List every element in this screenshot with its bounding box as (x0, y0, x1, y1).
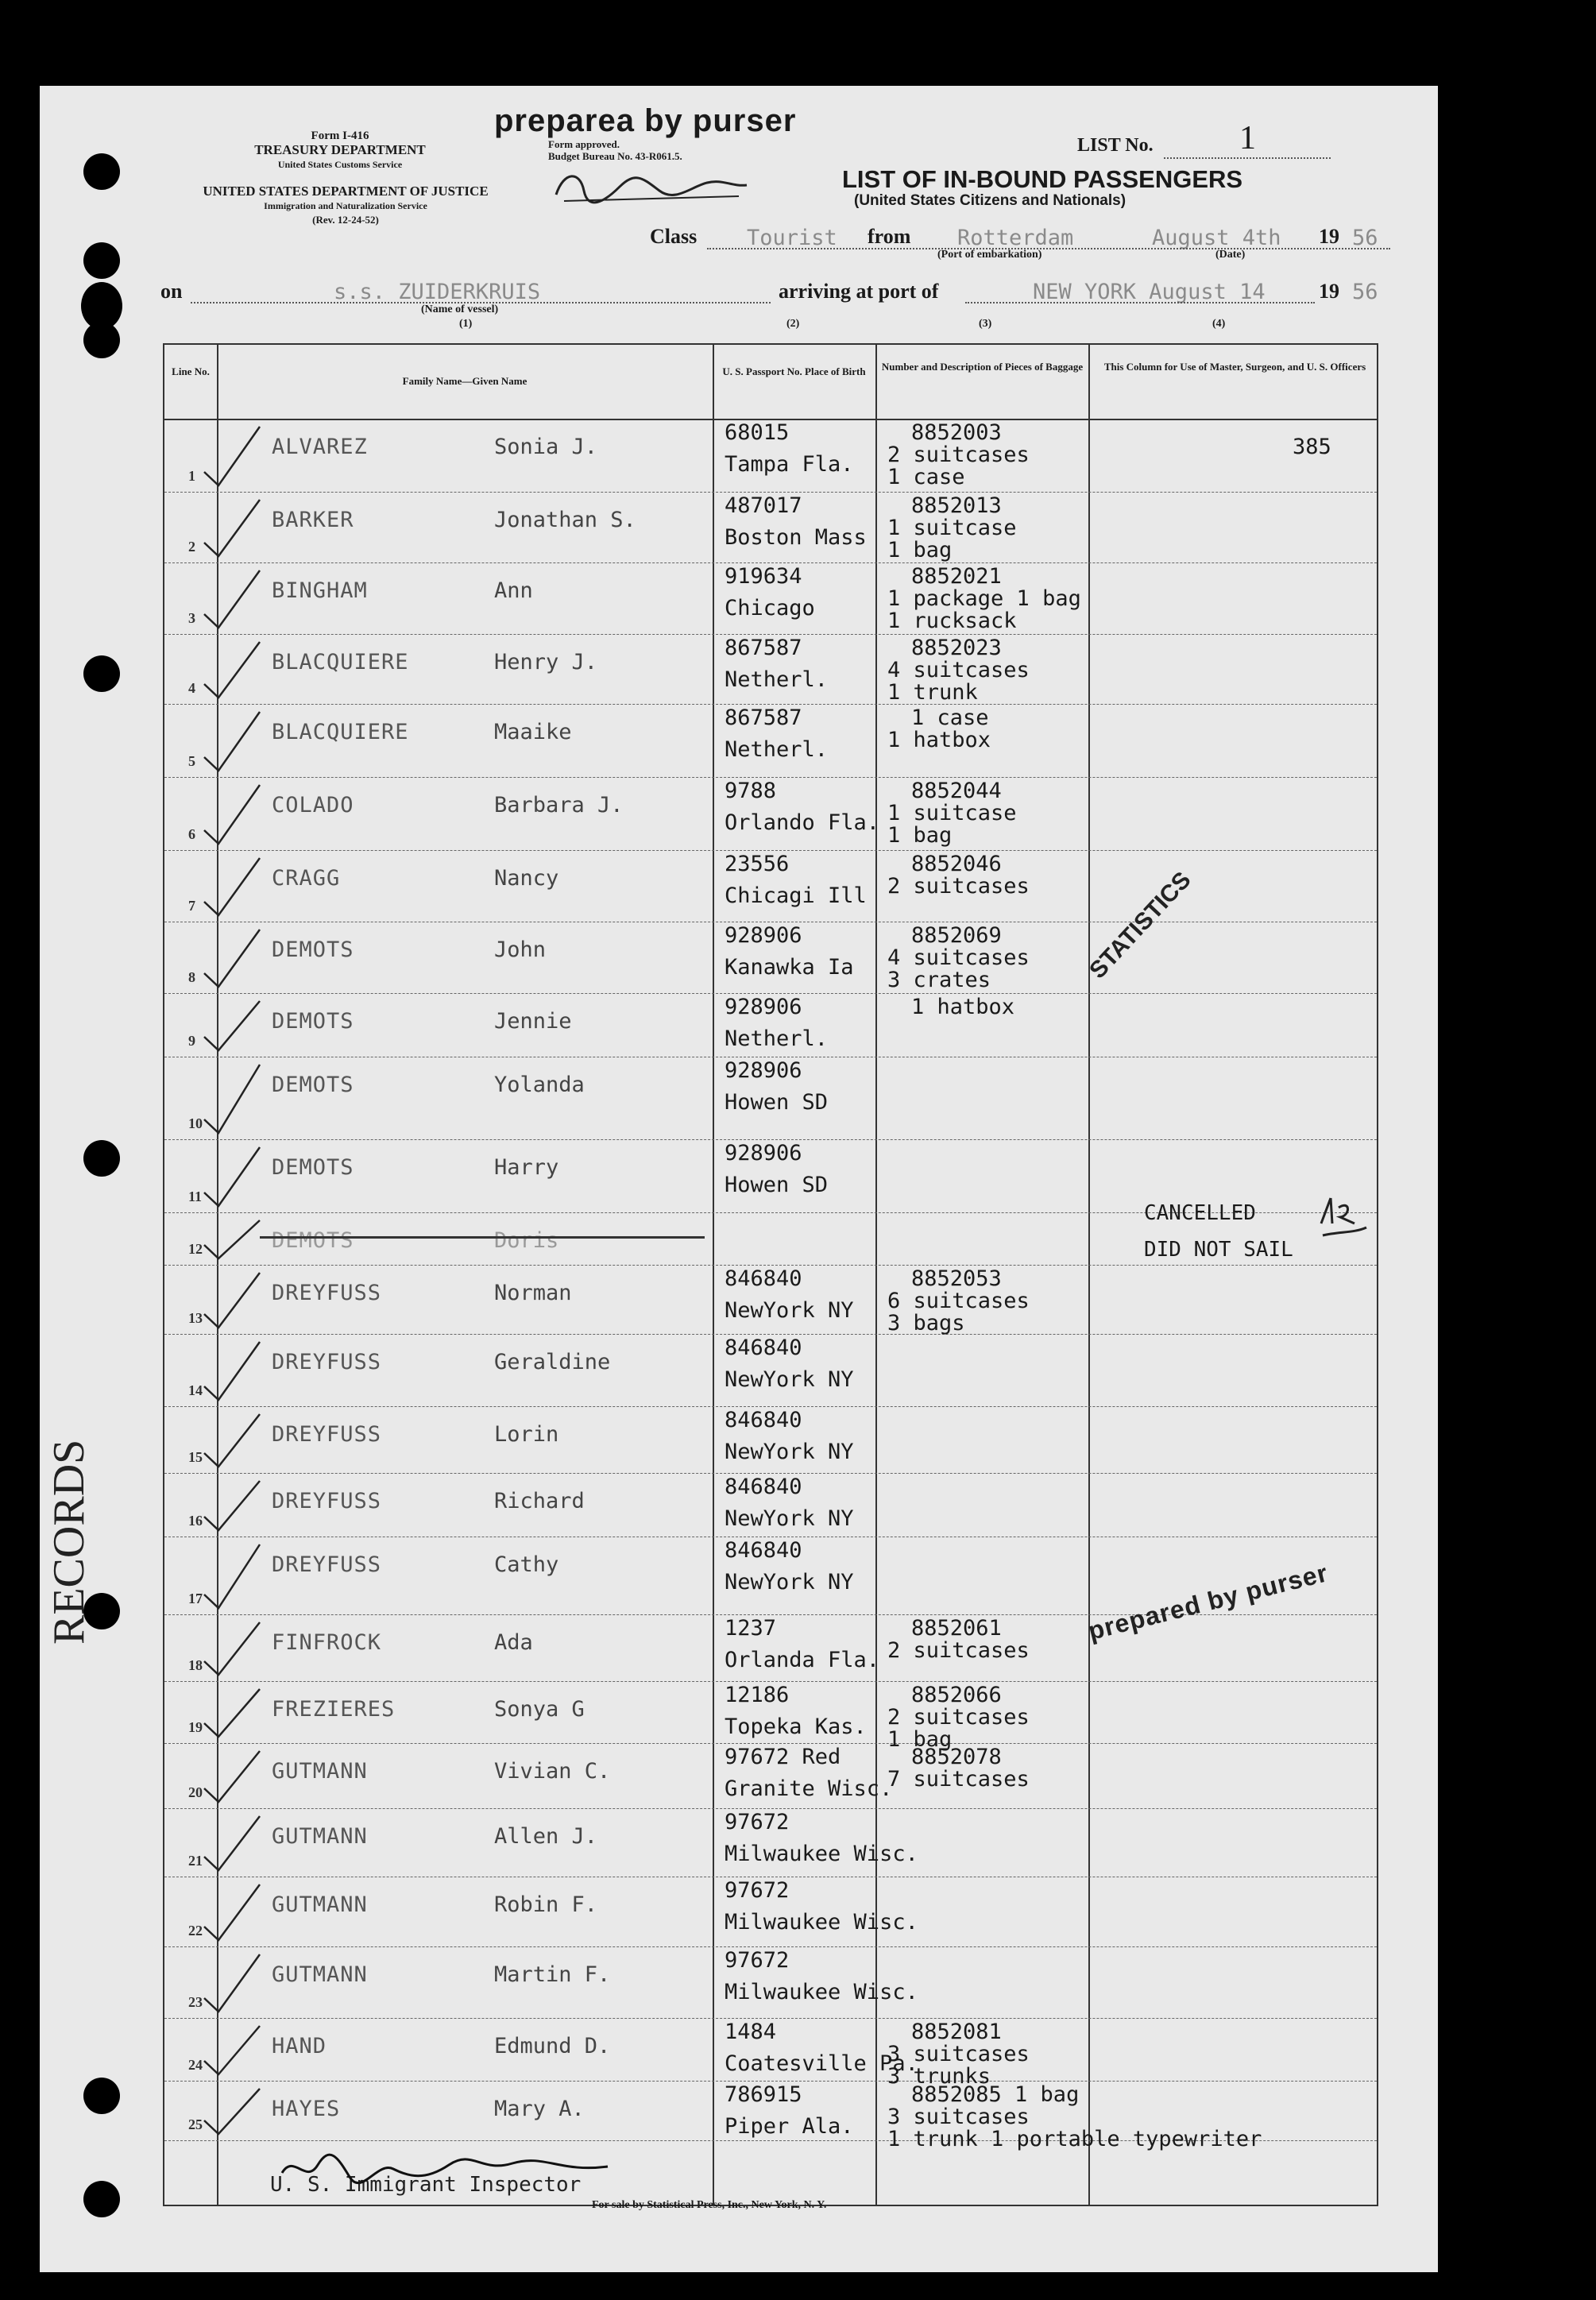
check-mark (196, 850, 268, 922)
family-name: GUTMANN (272, 1759, 368, 1784)
line-number: 12 (188, 1241, 203, 1257)
revision: (Rev. 12-24-52) (312, 214, 379, 226)
class-value: Tourist (747, 226, 837, 250)
place-of-birth: NewYork NY (725, 1367, 854, 1392)
baggage-line-3: 1 bag (887, 823, 953, 848)
table-row (164, 1406, 1377, 1474)
passport-number: 97672 (725, 1810, 790, 1834)
table-row (164, 1614, 1377, 1682)
initials-mark (1315, 1192, 1370, 1247)
table-row (164, 419, 1377, 493)
table-row (164, 2018, 1377, 2089)
place-of-birth: Netherl. (725, 1026, 829, 1051)
family-name: BLACQUIERE (272, 650, 409, 675)
passport-number: 867587 (725, 636, 802, 660)
form-block (205, 129, 475, 172)
family-name: GUTMANN (272, 1962, 368, 1987)
punch-hole (83, 153, 120, 190)
place-of-birth: Howen SD (725, 1173, 829, 1197)
baggage-line-1: 8852013 (911, 493, 1002, 518)
arrival-year-label: 19 (1319, 280, 1339, 303)
family-name: DREYFUSS (272, 1422, 382, 1447)
family-name: DEMOTS (272, 1155, 354, 1180)
baggage-line-2: 3 suitcases (887, 2105, 1030, 2129)
baggage-line-2: 6 suitcases (887, 1289, 1030, 1313)
table-row (164, 1057, 1377, 1140)
line-number: 17 (188, 1591, 203, 1606)
family-name: DEMOTS (272, 937, 354, 962)
form-approved: Form approved. (548, 138, 620, 150)
form-number: Form I-416 (311, 129, 369, 142)
place-of-birth: Orlanda Fla. (725, 1648, 880, 1672)
table-row (164, 2081, 1377, 2151)
line-number: 23 (188, 1994, 203, 2010)
col-4-no: (4) (1212, 318, 1226, 330)
baggage-line-2: 2 suitcases (887, 874, 1030, 899)
given-name: Robin F. (494, 1892, 598, 1917)
line-number: 13 (188, 1310, 203, 1326)
line-number: 2 (188, 539, 195, 555)
family-name: DREYFUSS (272, 1281, 382, 1305)
punch-hole (83, 2181, 120, 2217)
baggage-line-1: 8852044 (911, 779, 1002, 803)
check-mark (196, 922, 268, 993)
passenger-table (163, 343, 1378, 2206)
justice-block (163, 184, 528, 227)
family-name: FREZIERES (272, 1697, 396, 1722)
baggage-line-3: 3 bags (887, 1311, 965, 1336)
check-mark (196, 777, 268, 850)
vessel-value: s.s. ZUIDERKRUIS (334, 280, 541, 304)
given-name: Nancy (494, 866, 559, 891)
baggage-line-1: 8852066 (911, 1683, 1002, 1707)
family-name: HAYES (272, 2097, 341, 2121)
passport-number: 68015 (725, 420, 790, 445)
passport-number: 846840 (725, 1408, 802, 1432)
place-of-birth: Granite Wisc. (725, 1776, 893, 1801)
family-name: GUTMANN (272, 1824, 368, 1849)
check-mark (196, 1946, 268, 2018)
place-of-birth: Topeka Kas. (725, 1714, 867, 1739)
family-name: DREYFUSS (272, 1552, 382, 1577)
passport-number: 23556 (725, 852, 790, 876)
given-name: Henry J. (494, 650, 598, 675)
check-mark (196, 2018, 268, 2081)
check-mark (196, 419, 268, 492)
did-not-sail-note: DID NOT SAIL (1144, 1238, 1293, 1262)
given-name: Harry (494, 1155, 559, 1180)
passport-number: 12186 (725, 1683, 790, 1707)
punch-hole (83, 242, 120, 279)
date-value: August 4th (1152, 226, 1281, 250)
from-label: from (868, 225, 911, 248)
place-of-birth: Tampa Fla. (725, 452, 854, 477)
on-label: on (160, 280, 183, 303)
line-number: 22 (188, 1923, 203, 1939)
check-mark (196, 1537, 268, 1614)
cancelled-note: CANCELLED (1144, 1201, 1256, 1225)
family-name: CRAGG (272, 866, 341, 891)
baggage-line-2: 2 suitcases (887, 1638, 1030, 1663)
baggage-line-3: 1 trunk 1 portable typewriter (887, 2127, 1262, 2151)
place-of-birth: NewYork NY (725, 1570, 854, 1595)
family-name: FINFROCK (272, 1630, 382, 1655)
line-number: 1 (188, 468, 195, 484)
line-number: 11 (188, 1189, 203, 1204)
line-number: 24 (188, 2057, 203, 2073)
line-number: 15 (188, 1449, 203, 1465)
table-row (164, 1808, 1377, 1877)
baggage-line-2: 1 hatbox (887, 728, 991, 752)
class-label: Class (650, 225, 698, 248)
given-name: Maaike (494, 720, 572, 744)
table-row (164, 1334, 1377, 1407)
col-header-line: Line No. (172, 365, 210, 377)
passport-number: 846840 (725, 1336, 802, 1360)
place-of-birth: Chicago (725, 596, 815, 620)
given-name: Martin F. (494, 1962, 611, 1987)
place-of-birth: Milwaukee Wisc. (725, 1910, 918, 1935)
table-row (164, 777, 1377, 851)
given-name: Richard (494, 1489, 585, 1513)
line-number: 4 (188, 680, 195, 696)
table-row (164, 1265, 1377, 1335)
table-row (164, 993, 1377, 1057)
given-name: Lorin (494, 1422, 559, 1447)
line-number: 21 (188, 1853, 203, 1869)
check-mark (196, 1681, 268, 1743)
passport-number: 928906 (725, 1058, 802, 1083)
baggage-line-1: 8852003 (911, 420, 1002, 445)
given-name: Vivian C. (494, 1759, 611, 1784)
baggage-line-2: 4 suitcases (887, 658, 1030, 682)
check-mark (196, 1473, 268, 1537)
passport-number: 1237 (725, 1616, 777, 1641)
family-name: DEMOTS (272, 1228, 354, 1253)
given-name: Mary A. (494, 2097, 585, 2121)
baggage-line-3: 1 bag (887, 538, 953, 562)
check-mark (196, 993, 268, 1057)
port-caption: (Port of embarkation) (937, 249, 1042, 261)
place-of-birth: Netherl. (725, 737, 829, 762)
justice-dept: UNITED STATES DEPARTMENT OF JUSTICE (203, 184, 489, 199)
line-number: 19 (188, 1719, 203, 1735)
place-of-birth: Boston Mass (725, 525, 867, 550)
check-mark (196, 1212, 268, 1265)
arrival-line (965, 302, 1315, 303)
baggage-line-1: 8852021 (911, 564, 1002, 589)
baggage-line-3: 3 crates (887, 968, 991, 992)
from-value: Rotterdam (957, 226, 1074, 250)
baggage-line-3: 1 rucksack (887, 609, 1017, 633)
baggage-line-1: 8852053 (911, 1266, 1002, 1291)
records-handwritten: RECORDS (44, 1439, 94, 1645)
passport-number: 97672 (725, 1948, 790, 1973)
line-number: 16 (188, 1513, 203, 1529)
family-name: BINGHAM (272, 578, 368, 603)
place-of-birth: Piper Ala. (725, 2114, 854, 2139)
line-number: 20 (188, 1784, 203, 1800)
class-line (707, 248, 1390, 249)
table-row (164, 704, 1377, 778)
passport-number: 97672 Red (725, 1745, 841, 1769)
check-mark (196, 1808, 268, 1877)
budget-bureau: Budget Bureau No. 43-R061.5. (548, 150, 682, 162)
customs-service: United States Customs Service (277, 159, 403, 170)
vessel-col-no: (1) (459, 318, 473, 330)
baggage-line-1: 8852023 (911, 636, 1002, 660)
line-number: 5 (188, 753, 195, 769)
check-mark (196, 1265, 268, 1334)
check-mark (196, 1334, 268, 1406)
baggage-line-3: 3 trunks (887, 2064, 991, 2089)
table-row (164, 562, 1377, 635)
punch-hole (83, 322, 120, 358)
line-number: 7 (188, 898, 195, 914)
baggage-line-1: 1 case (911, 705, 989, 730)
line-number: 9 (188, 1033, 195, 1049)
given-name: Jonathan S. (494, 508, 636, 532)
line-number: 8 (188, 969, 195, 985)
baggage-line-2: 2 suitcases (887, 443, 1030, 467)
passport-number: 928906 (725, 995, 802, 1019)
punch-hole (83, 1140, 120, 1177)
check-mark (196, 2081, 268, 2140)
table-row (164, 922, 1377, 994)
inspector-signature (274, 2149, 655, 2197)
col-3-no: (3) (979, 318, 992, 330)
baggage-line-2: 1 suitcase (887, 516, 1017, 540)
baggage-line-2: 7 suitcases (887, 1767, 1030, 1792)
line-number: 25 (188, 2116, 203, 2132)
list-no-line (1164, 157, 1331, 159)
passport-number: 846840 (725, 1538, 802, 1563)
year-value: 56 (1352, 226, 1378, 250)
given-name: Ada (494, 1630, 533, 1655)
check-mark (196, 634, 268, 704)
passport-number: 786915 (725, 2082, 802, 2107)
vessel-caption: (Name of vessel) (421, 303, 499, 315)
line-number: 10 (188, 1115, 203, 1131)
cancelled-strike (260, 1236, 705, 1239)
baggage-line-1: 1 hatbox (911, 995, 1015, 1019)
place-of-birth: NewYork NY (725, 1298, 854, 1323)
family-name: ALVAREZ (272, 435, 368, 459)
given-name: Allen J. (494, 1824, 598, 1849)
place-of-birth: NewYork NY (725, 1506, 854, 1531)
given-name: Ann (494, 578, 533, 603)
family-name: DREYFUSS (272, 1350, 382, 1374)
given-name: Norman (494, 1281, 572, 1305)
place-of-birth: Howen SD (725, 1090, 829, 1115)
given-name: Sonya G (494, 1697, 585, 1722)
given-name: Yolanda (494, 1073, 585, 1097)
family-name: BARKER (272, 508, 354, 532)
prepared-by-purser-stamp: prepared by purser (1085, 1558, 1331, 1646)
given-name: Jennie (494, 1009, 572, 1034)
officer-note: 385 (1293, 435, 1331, 459)
baggage-line-2: 4 suitcases (887, 945, 1030, 970)
check-mark (196, 1139, 268, 1212)
place-of-birth: Milwaukee Wisc. (725, 1980, 918, 2004)
family-name: DEMOTS (272, 1009, 354, 1034)
punch-hole (83, 2078, 120, 2114)
col-header-passport: U. S. Passport No. Place of Birth (722, 365, 866, 377)
passport-number: 97672 (725, 1878, 790, 1903)
given-name: Geraldine (494, 1350, 611, 1374)
place-of-birth: Milwaukee Wisc. (725, 1842, 918, 1866)
baggage-line-2: 1 package 1 bag (887, 586, 1081, 611)
passport-number: 928906 (725, 1141, 802, 1165)
place-of-birth: Orlando Fla. (725, 810, 880, 835)
passport-number: 846840 (725, 1475, 802, 1499)
baggage-line-3: 1 bag (887, 1727, 953, 1752)
given-name: Edmund D. (494, 2034, 611, 2058)
baggage-line-1: 8852085 1 bag (911, 2082, 1080, 2107)
passport-number: 928906 (725, 923, 802, 948)
prepared-by-purser-top: preparea by purser (494, 103, 797, 138)
table-row (164, 1473, 1377, 1537)
passport-number: 919634 (725, 564, 802, 589)
baggage-line-1: 8852081 (911, 2020, 1002, 2044)
place-of-birth: Netherl. (725, 667, 829, 692)
baggage-line-2: 1 suitcase (887, 801, 1017, 825)
list-no-value: 1 (1239, 120, 1256, 157)
arriving-label: arriving at port of (779, 280, 939, 303)
baggage-line-1: 8852078 (911, 1745, 1002, 1769)
place-of-birth: NewYork NY (725, 1440, 854, 1464)
given-name: Cathy (494, 1552, 559, 1577)
family-name: BLACQUIERE (272, 720, 409, 744)
table-row (164, 1743, 1377, 1809)
family-name: GUTMANN (272, 1892, 368, 1917)
col-header-officers: This Column for Use of Master, Surgeon, and U. S. Officers (1103, 361, 1366, 373)
footer-printer: For sale by Statistical Press, Inc., New York, N. Y. (592, 2199, 827, 2211)
col-2-no: (2) (786, 318, 800, 330)
given-name: Sonia J. (494, 435, 598, 459)
family-name: COLADO (272, 793, 354, 818)
signature-purser (548, 163, 755, 211)
baggage-line-1: 8852046 (911, 852, 1002, 876)
baggage-line-2: 3 suitcases (887, 2042, 1030, 2066)
given-name: John (494, 937, 547, 962)
family-name: HAND (272, 2034, 327, 2058)
line-number: 6 (188, 826, 195, 842)
family-name: DREYFUSS (272, 1489, 382, 1513)
arrival-year-value: 56 (1352, 280, 1378, 304)
place-of-birth: Chicagi Ill (725, 883, 867, 908)
baggage-line-3: 1 trunk (887, 680, 978, 705)
given-name: Barbara J. (494, 793, 624, 818)
arrival-value: NEW YORK August 14 (1033, 280, 1266, 304)
table-row (164, 1681, 1377, 1752)
treasury-dept: TREASURY DEPARTMENT (254, 142, 426, 157)
line-number: 3 (188, 610, 195, 626)
table-row (164, 492, 1377, 563)
form-title: LIST OF IN-BOUND PASSENGERS (842, 165, 1243, 193)
passport-number: 846840 (725, 1266, 802, 1291)
check-mark (196, 492, 268, 562)
check-mark (196, 1057, 268, 1139)
table-row (164, 1946, 1377, 2019)
check-mark (196, 704, 268, 777)
check-mark (196, 1406, 268, 1473)
baggage-line-2: 2 suitcases (887, 1705, 1030, 1730)
check-mark (196, 1743, 268, 1808)
immigration-service: Immigration and Naturalization Service (264, 200, 427, 211)
given-name: Doris (494, 1228, 559, 1253)
punch-hole (83, 655, 120, 692)
table-row (164, 1877, 1377, 1947)
approval-block (548, 138, 682, 162)
line-number: 18 (188, 1657, 203, 1673)
table-row (164, 634, 1377, 705)
place-of-birth: Kanawka Ia (725, 955, 854, 980)
year-label: 19 (1319, 225, 1339, 248)
statistics-stamp: STATISTICS (1084, 867, 1196, 984)
col-header-name: Family Name—Given Name (402, 375, 527, 387)
baggage-line-1: 8852061 (911, 1616, 1002, 1641)
passport-number: 1484 (725, 2020, 777, 2044)
baggage-line-3: 1 case (887, 465, 965, 489)
list-no-label: LIST No. (1077, 135, 1154, 156)
family-name: DEMOTS (272, 1073, 354, 1097)
baggage-line-1: 8852069 (911, 923, 1002, 948)
place-of-birth: Coatesville Pa. (725, 2051, 918, 2076)
form-subtitle: (United States Citizens and Nationals) (854, 192, 1126, 209)
col-header-baggage: Number and Description of Pieces of Baggage (881, 361, 1084, 373)
check-mark (196, 1614, 268, 1681)
passport-number: 487017 (725, 493, 802, 518)
line-number: 14 (188, 1382, 203, 1398)
passport-number: 867587 (725, 705, 802, 730)
inspector-line: U. S. Immigrant Inspector (270, 2173, 582, 2197)
check-mark (196, 562, 268, 634)
check-mark (196, 1877, 268, 1946)
date-caption: (Date) (1215, 249, 1246, 261)
passport-number: 9788 (725, 779, 777, 803)
